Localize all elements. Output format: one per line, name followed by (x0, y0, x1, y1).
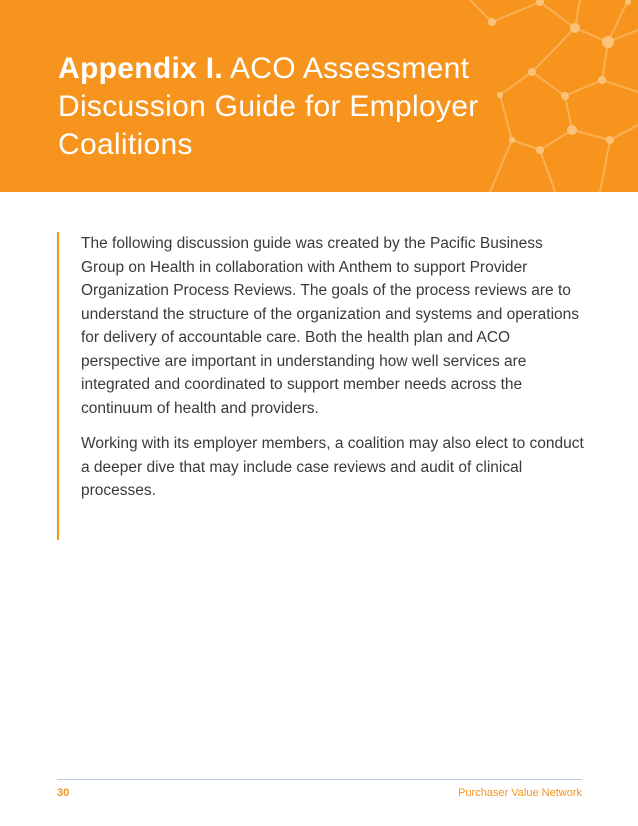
title-text: ACO Assessment Discussion Guide for Employer Coalitions (58, 52, 479, 161)
body-paragraph: The following discussion guide was created by the Pacific Business Group on Health in collaboration with Anthem to support Provider Organization Process Reviews. The goals of the process reviews are to understand the structure of the organization and systems and operations for delivery of accountable care. Both the health plan and ACO perspective are important in understanding how well services are integrated and coordinated to support member needs across the continuum of health and providers. (81, 235, 580, 417)
body-text-block (57, 232, 584, 540)
page-number: 30 (57, 787, 70, 799)
body-paragraph: Working with its employer members, a coalition may also elect to conduct a deeper dive that may include case reviews and audit of clinical processes. (81, 435, 584, 499)
header-band (0, 0, 638, 192)
footer-divider (57, 779, 582, 780)
page-title (58, 50, 528, 164)
title-appendix-label: Appendix I. (58, 52, 223, 85)
footer-publication-name: Purchaser Value Network (458, 787, 582, 799)
